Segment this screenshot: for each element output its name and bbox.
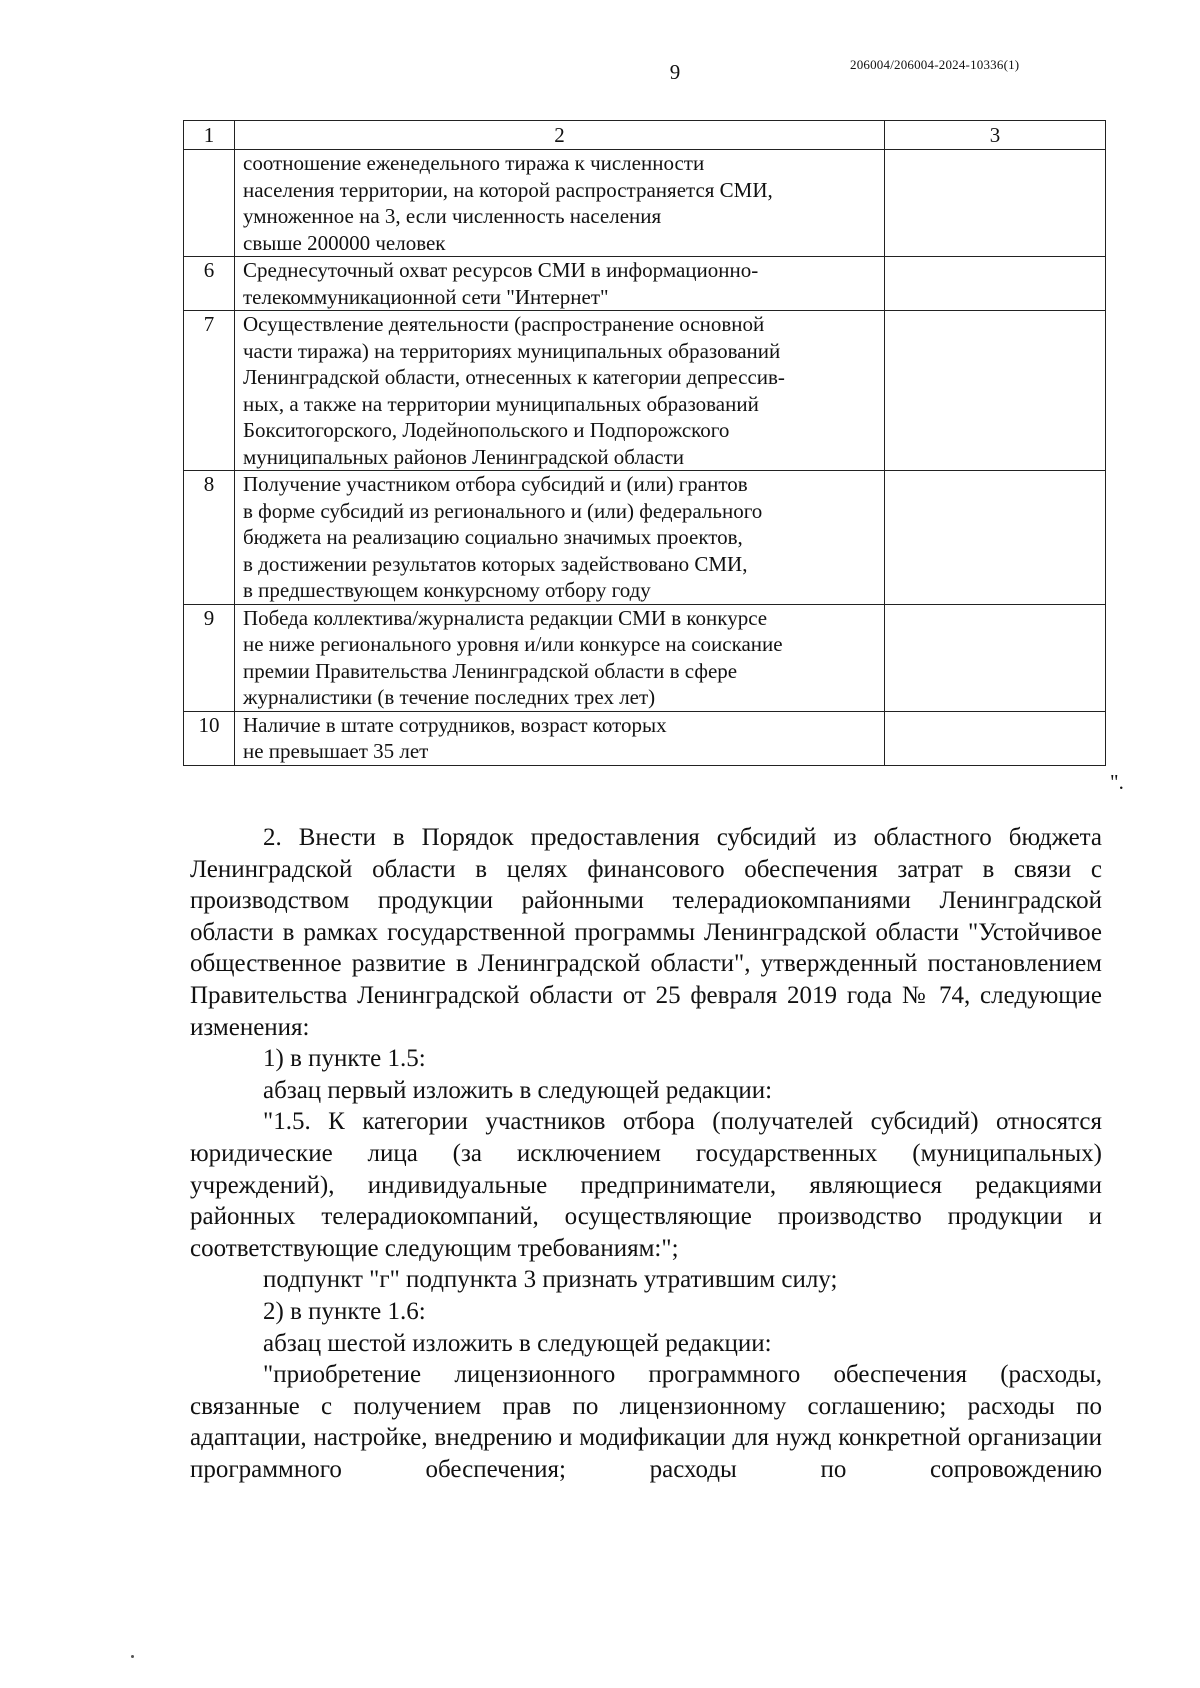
row-number <box>184 150 235 257</box>
score-cell <box>885 150 1106 257</box>
row-number: 10 <box>184 711 235 765</box>
table-row <box>184 604 1106 711</box>
paragraph-instruction-6: абзац шестой изложить в следующей редакции: <box>263 1329 772 1357</box>
table-closing-quote: ". <box>1110 770 1124 794</box>
criterion-text: Победа коллектива/журналиста редакции СМИ в конкурсе не ниже регионального уровня и/или конкурсе на соискание премии Правительства Ленинградской области в сфере журналистики (в течение последних трех лет) <box>235 604 885 711</box>
row-number: 7 <box>184 311 235 471</box>
table-header-cell: 1 <box>184 121 235 150</box>
paragraph-amendment-2: 2. Внести в Порядок предоставления субсидий из областного бюджета Ленинградской области в целях финансового обеспечения затрат в связи с производством продукции районными телерадиокомпаниями Ленинградской области в рамках государственной программы Ленинградской области "Устойчивое общественное развитие в Ленинградской области", утвержденный постановлением Правительства Ленинградской области от 25 февраля 2019 года № 74, следующие изменения: <box>190 824 1102 1041</box>
table-row <box>184 150 1106 257</box>
document-body <box>190 822 1102 1485</box>
row-number: 8 <box>184 471 235 605</box>
criterion-text: Среднесуточный охват ресурсов СМИ в информационно- телекоммуникационной сети "Интернет" <box>235 257 885 311</box>
score-cell <box>885 471 1106 605</box>
row-number: 6 <box>184 257 235 311</box>
paragraph-item-1: 1) в пункте 1.5: <box>263 1045 426 1073</box>
table-row <box>184 711 1106 765</box>
paragraph-quoted-1-5: "1.5. К категории участников отбора (получателей субсидий) относятся юридические лица (за исключением государственных (муниципальных) учреждений), индивидуальные предприниматели, являющиеся редакциями районных телерадиокомпаний, осуществляющие производство продукции и соответствующие следующим требованиям:"; <box>190 1108 1102 1262</box>
table-row <box>184 311 1106 471</box>
paragraph-quoted-software: "приобретение лицензионного программного обеспечения (расходы, связанные с получением прав по лицензионному соглашению; расходы по адаптации, настройке, внедрению и модификации для нужд конкретной организации программного обеспечения; расходы по сопровождению <box>190 1361 1102 1483</box>
row-number: 9 <box>184 604 235 711</box>
score-cell <box>885 257 1106 311</box>
page-number: 9 <box>669 60 681 84</box>
score-cell <box>885 311 1106 471</box>
criterion-text: Получение участником отбора субсидий и (или) грантов в форме субсидий из регионального и (или) федерального бюджета на реализацию социально значимых проектов, в достижении результатов которых задействовано СМИ, в предшествующем конкурсному отбору году <box>235 471 885 605</box>
paragraph-instruction: абзац первый изложить в следующей редакции: <box>263 1076 773 1104</box>
score-cell <box>885 604 1106 711</box>
document-code: 206004/206004-2024-10336(1) <box>850 57 1020 72</box>
table-header-cell: 3 <box>885 121 1106 150</box>
paragraph-item-2: 2) в пункте 1.6: <box>263 1297 426 1325</box>
paragraph-subitem-g: подпункт "г" подпункта 3 признать утратившим силу; <box>263 1266 838 1294</box>
criterion-text: Наличие в штате сотрудников, возраст которых не превышает 35 лет <box>235 711 885 765</box>
table-header-row <box>184 121 1106 150</box>
criteria-table <box>183 120 1106 766</box>
criterion-text: соотношение еженедельного тиража к численности населения территории, на которой распространяется СМИ, умноженное на 3, если численность населения свыше 200000 человек <box>235 150 885 257</box>
scan-speck <box>131 1655 134 1658</box>
table-row <box>184 471 1106 605</box>
score-cell <box>885 711 1106 765</box>
table-row <box>184 257 1106 311</box>
criterion-text: Осуществление деятельности (распространение основной части тиража) на территориях муниципальных образований Ленинградской области, отнесенных к категории депрессив- ных, а также на территории муниципальных образований Бокситогорского, Лодейнопольского и Подпорожского муниципальных районов Ленинградской области <box>235 311 885 471</box>
table-header-cell: 2 <box>235 121 885 150</box>
